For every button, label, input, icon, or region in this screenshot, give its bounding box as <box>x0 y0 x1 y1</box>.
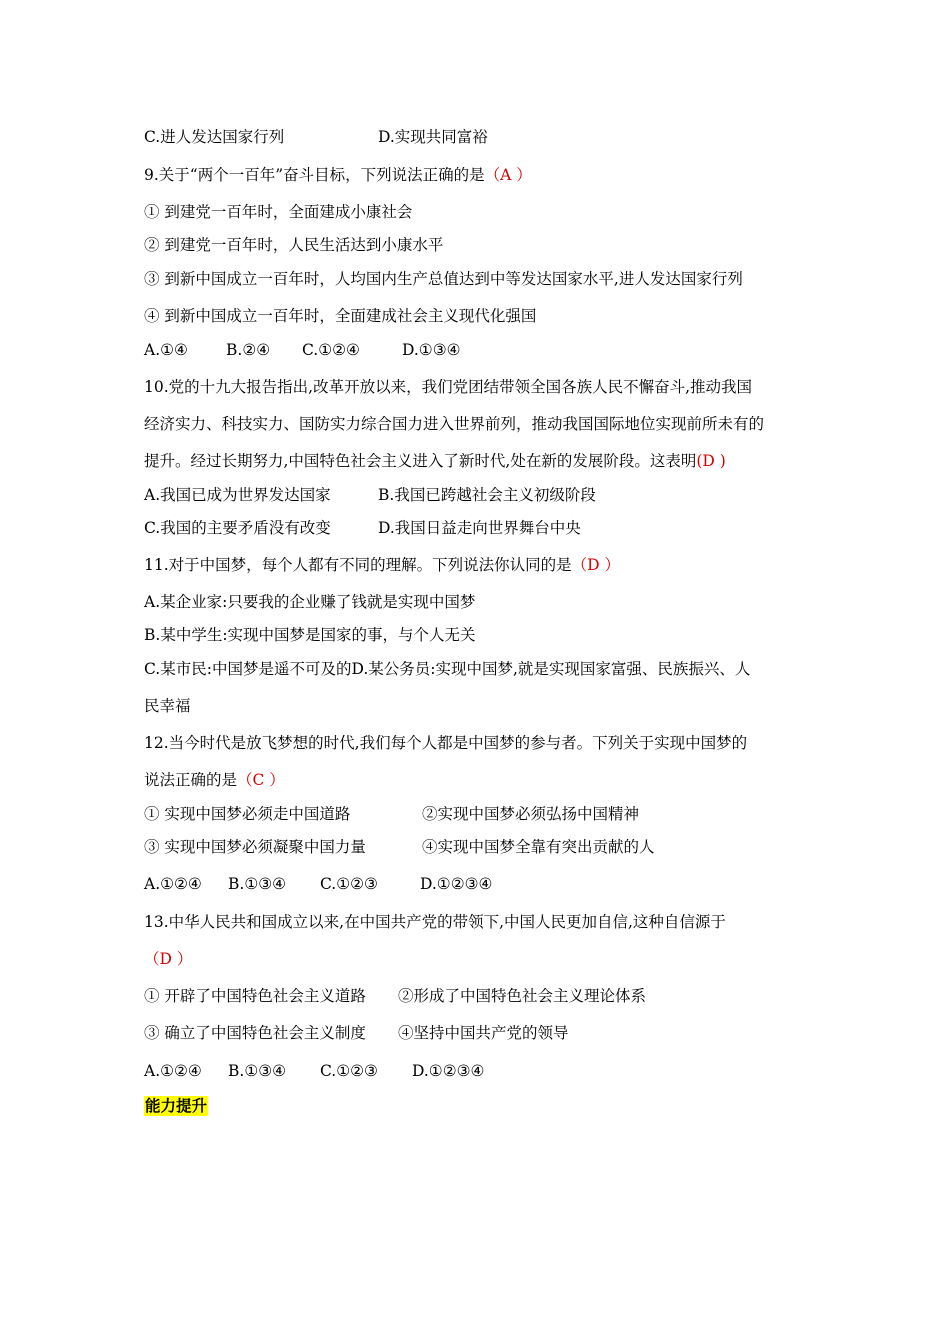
q13-line-1: 13.中华人民共和国成立以来,在中国共产党的带领下,中国人民更加自信,这种自信源于 <box>144 913 726 931</box>
q12-choice-c: C.①②③ <box>320 875 378 893</box>
q10-line-3 <box>144 450 726 472</box>
q11-stem <box>144 554 620 576</box>
q9-choice-d: D.①③④ <box>402 341 461 359</box>
q13-choice-c: C.①②③ <box>320 1062 378 1080</box>
q9-item-4: ④ 到新中国成立一百年时，全面建成社会主义现代化强国 <box>144 307 537 325</box>
q10-answer: (D ) <box>696 452 726 470</box>
q11-option-d-cont: 民幸福 <box>144 697 191 715</box>
q11-option-cd: C.某市民:中国梦是遥不可及的D.某公务员:实现中国梦,就是实现国家富强、民族振兴、人 <box>144 660 751 678</box>
q10-option-c: C.我国的主要矛盾没有改变 <box>144 519 331 537</box>
q12-choice-a: A.①②④ <box>144 875 202 893</box>
q10-line-2: 经济实力、科技实力、国防实力综合国力进入世界前列，推动我国国际地位实现前所未有的 <box>144 415 765 433</box>
q8-option-d: D.实现共同富裕 <box>378 128 488 146</box>
q12-line-2-text: 说法正确的是 <box>144 771 238 789</box>
q8-option-c: C.进人发达国家行列 <box>144 128 285 146</box>
q13-choice-d: D.①②③④ <box>412 1062 485 1080</box>
q9-item-2: ② 到建党一百年时，人民生活达到小康水平 <box>144 236 444 254</box>
q12-choice-b: B.①③④ <box>228 875 287 893</box>
q10-line-3-text: 提升。经过长期努力,中国特色社会主义进入了新时代,处在新的发展阶段。这表明 <box>144 452 697 470</box>
q13-item-4: ④坚持中国共产党的领导 <box>398 1024 569 1042</box>
q9-choice-a: A.①④ <box>144 341 188 359</box>
q10-option-a: A.我国已成为世界发达国家 <box>144 486 331 504</box>
q12-item-2: ②实现中国梦必须弘扬中国精神 <box>422 805 640 823</box>
q13-item-2: ②形成了中国特色社会主义理论体系 <box>398 987 647 1005</box>
q12-choice-d: D.①②③④ <box>420 875 493 893</box>
q12-answer: （C ） <box>237 771 285 789</box>
q11-option-a: A.某企业家:只要我的企业赚了钱就是实现中国梦 <box>144 593 476 611</box>
q10-option-b: B.我国已跨越社会主义初级阶段 <box>378 486 596 504</box>
q12-line-1: 12.当今时代是放飞梦想的时代,我们每个人都是中国梦的参与者。下列关于实现中国梦的 <box>144 734 748 752</box>
q9-answer: （A ） <box>484 166 532 184</box>
q11-option-b: B.某中学生:实现中国梦是国家的事，与个人无关 <box>144 626 476 644</box>
q12-item-4: ④实现中国梦全靠有突出贡献的人 <box>422 838 655 856</box>
q12-item-1: ① 实现中国梦必须走中国道路 <box>144 805 351 823</box>
q11-stem-text: 11.对于中国梦，每个人都有不同的理解。下列说法你认同的是 <box>144 556 572 574</box>
q13-item-3: ③ 确立了中国特色社会主义制度 <box>144 1024 366 1042</box>
q11-answer: （D ） <box>571 556 621 574</box>
q9-stem <box>144 164 532 186</box>
q13-answer: （D ） <box>144 950 193 968</box>
q12-item-3: ③ 实现中国梦必须凝聚中国力量 <box>144 838 366 856</box>
q13-choice-a: A.①②④ <box>144 1062 202 1080</box>
q12-line-2 <box>144 769 285 791</box>
q13-choice-b: B.①③④ <box>228 1062 287 1080</box>
q13-item-1: ① 开辟了中国特色社会主义道路 <box>144 987 366 1005</box>
q9-stem-text: 9.关于“两个一百年”奋斗目标，下列说法正确的是 <box>144 166 485 184</box>
q9-item-3: ③ 到新中国成立一百年时，人均国内生产总值达到中等发达国家水平,进人发达国家行列 <box>144 270 743 288</box>
section-heading: 能力提升 <box>145 1097 208 1115</box>
q9-choice-c: C.①②④ <box>302 341 360 359</box>
q10-option-d: D.我国日益走向世界舞台中央 <box>378 519 581 537</box>
q9-choice-b: B.②④ <box>226 341 271 359</box>
q9-item-1: ① 到建党一百年时，全面建成小康社会 <box>144 203 413 221</box>
q10-line-1: 10.党的十九大报告指出,改革开放以来，我们党团结带领全国各族人民不懈奋斗,推动我国 <box>144 378 753 396</box>
